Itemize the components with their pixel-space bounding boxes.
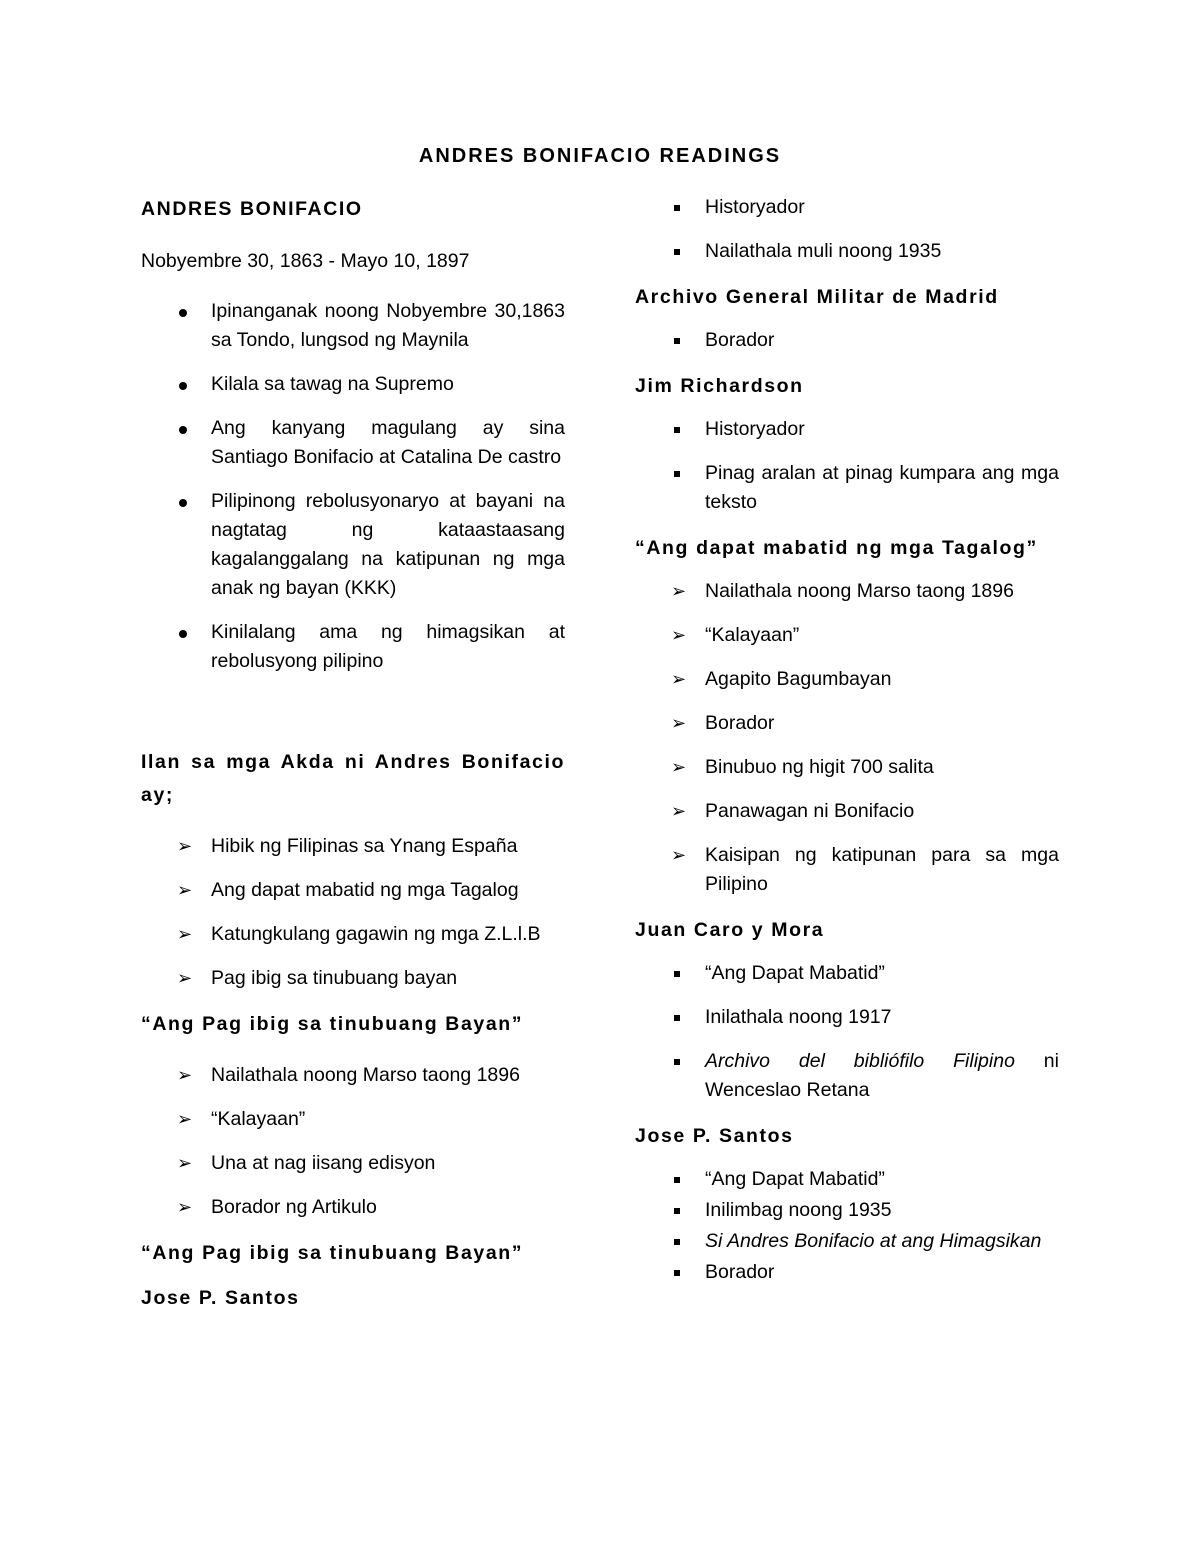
list-item: ➢ Kaisipan ng katipunan para sa mga Pilipino (635, 841, 1059, 899)
list-item: Inilathala noong 1917 (705, 1006, 892, 1028)
list-item: Kinilalang ama ng himagsikan at rebolusyong pilipino (211, 621, 565, 672)
list-item: ➢ Panawagan ni Bonifacio (635, 797, 1059, 826)
list-item: Borador (705, 1261, 775, 1283)
birth-death-dates: Nobyembre 30, 1863 - Mayo 10, 1897 (141, 250, 470, 272)
arrow-bullet-icon: ➢ (177, 1153, 193, 1173)
list-item: Ipinanganak noong Nobyembre 30,1863 sa Tondo, lungsod ng Maynila (211, 300, 565, 351)
arrow-bullet-icon: ➢ (671, 669, 687, 689)
section-heading-akda: Ilan sa mga Akda ni Andres Bonifacio ay; (141, 751, 565, 806)
list-item: ➢ Nailathala noong Marso taong 1896 (635, 577, 1059, 606)
list-item: ➢ Una at nag iisang edisyon (141, 1149, 565, 1178)
list-item: ➢ “Kalayaan” (141, 1105, 565, 1134)
arrow-bullet-icon: ➢ (671, 625, 687, 645)
list-item: ➢ Agapito Bagumbayan (635, 665, 1059, 694)
list-item: Historyador (705, 418, 805, 440)
right-column (635, 193, 1059, 1289)
arrow-bullet-icon: ➢ (671, 581, 687, 601)
list-item: ➢ Binubuo ng higit 700 salita (635, 753, 1059, 782)
arrow-bullet-icon: ➢ (177, 880, 193, 900)
pag-ibig-list (141, 1061, 565, 1222)
arrow-bullet-icon: ➢ (177, 836, 193, 856)
arrow-bullet-icon: ➢ (671, 713, 687, 733)
page-title: ANDRES BONIFACIO READINGS (418, 145, 782, 167)
santos-list (635, 193, 1059, 266)
list-item: ➢ Pag ibig sa tinubuang bayan (141, 964, 565, 993)
section-heading-archivo: Archivo General Militar de Madrid (635, 286, 999, 308)
arrow-bullet-icon: ➢ (177, 1197, 193, 1217)
section-heading-juan-caro-y-mora: Juan Caro y Mora (635, 919, 825, 941)
section-heading-pag-ibig-2: “Ang Pag ibig sa tinubuang Bayan” (141, 1242, 524, 1264)
left-column (141, 193, 565, 1335)
list-item: Ang kanyang magulang ay sina Santiago Bonifacio at Catalina De castro (211, 417, 565, 468)
section-heading-jim-richardson: Jim Richardson (635, 375, 804, 397)
bio-list (141, 297, 565, 676)
richardson-list (635, 415, 1059, 517)
list-item: ➢ Nailathala noong Marso taong 1896 (141, 1061, 565, 1090)
section-heading-jose-p-santos: Jose P. Santos (141, 1287, 300, 1309)
list-item: Si Andres Bonifacio at ang Himagsikan (705, 1230, 1042, 1252)
arrow-bullet-icon: ➢ (177, 924, 193, 944)
list-item: Kilala sa tawag na Supremo (211, 373, 454, 395)
list-item: ➢ “Kalayaan” (635, 621, 1059, 650)
list-item: Nailathala muli noong 1935 (705, 240, 942, 262)
list-item: ➢ Katungkulang gagawin ng mga Z.L.l.B (141, 920, 565, 949)
section-heading-andres-bonifacio: ANDRES BONIFACIO (141, 198, 363, 220)
section-heading-pag-ibig: “Ang Pag ibig sa tinubuang Bayan” (141, 1013, 524, 1035)
list-item: Historyador (705, 196, 805, 218)
list-item: “Ang Dapat Mabatid” (705, 1168, 885, 1190)
list-item: Pinag aralan at pinag kumpara ang mga teksto (705, 462, 1059, 513)
list-item: ➢ Ang dapat mabatid ng mga Tagalog (141, 876, 565, 905)
arrow-bullet-icon: ➢ (671, 845, 687, 865)
archivo-author: ni Wenceslao Retana (705, 1050, 1059, 1101)
arrow-bullet-icon: ➢ (671, 757, 687, 777)
archivo-list (635, 326, 1059, 355)
santos2-list (635, 1165, 1059, 1287)
list-item: ➢ Hibik ng Filipinas sa Ynang España (141, 832, 565, 861)
arrow-bullet-icon: ➢ (177, 968, 193, 988)
list-item: ➢ Borador (635, 709, 1059, 738)
archivo-title-italic: Archivo del bibliófilo Filipino (705, 1050, 1015, 1072)
section-heading-jose-p-santos-2: Jose P. Santos (635, 1125, 794, 1147)
dapat-list (635, 577, 1059, 899)
list-item: “Ang Dapat Mabatid” (705, 962, 885, 984)
section-heading-ang-dapat-mabatid: “Ang dapat mabatid ng mga Tagalog” (635, 537, 1038, 559)
list-item: Borador (705, 329, 775, 351)
caro-list (635, 959, 1059, 1105)
list-item (635, 1047, 1059, 1105)
list-item: Pilipinong rebolusyonaryo at bayani na nagtatag ng kataastaasang kagalanggalang na katipunan ng mga anak ng bayan (KKK) (211, 490, 565, 599)
list-item: Inilimbag noong 1935 (705, 1199, 892, 1221)
arrow-bullet-icon: ➢ (177, 1065, 193, 1085)
works-list (141, 832, 565, 993)
arrow-bullet-icon: ➢ (671, 801, 687, 821)
list-item: ➢ Borador ng Artikulo (141, 1193, 565, 1222)
arrow-bullet-icon: ➢ (177, 1109, 193, 1129)
